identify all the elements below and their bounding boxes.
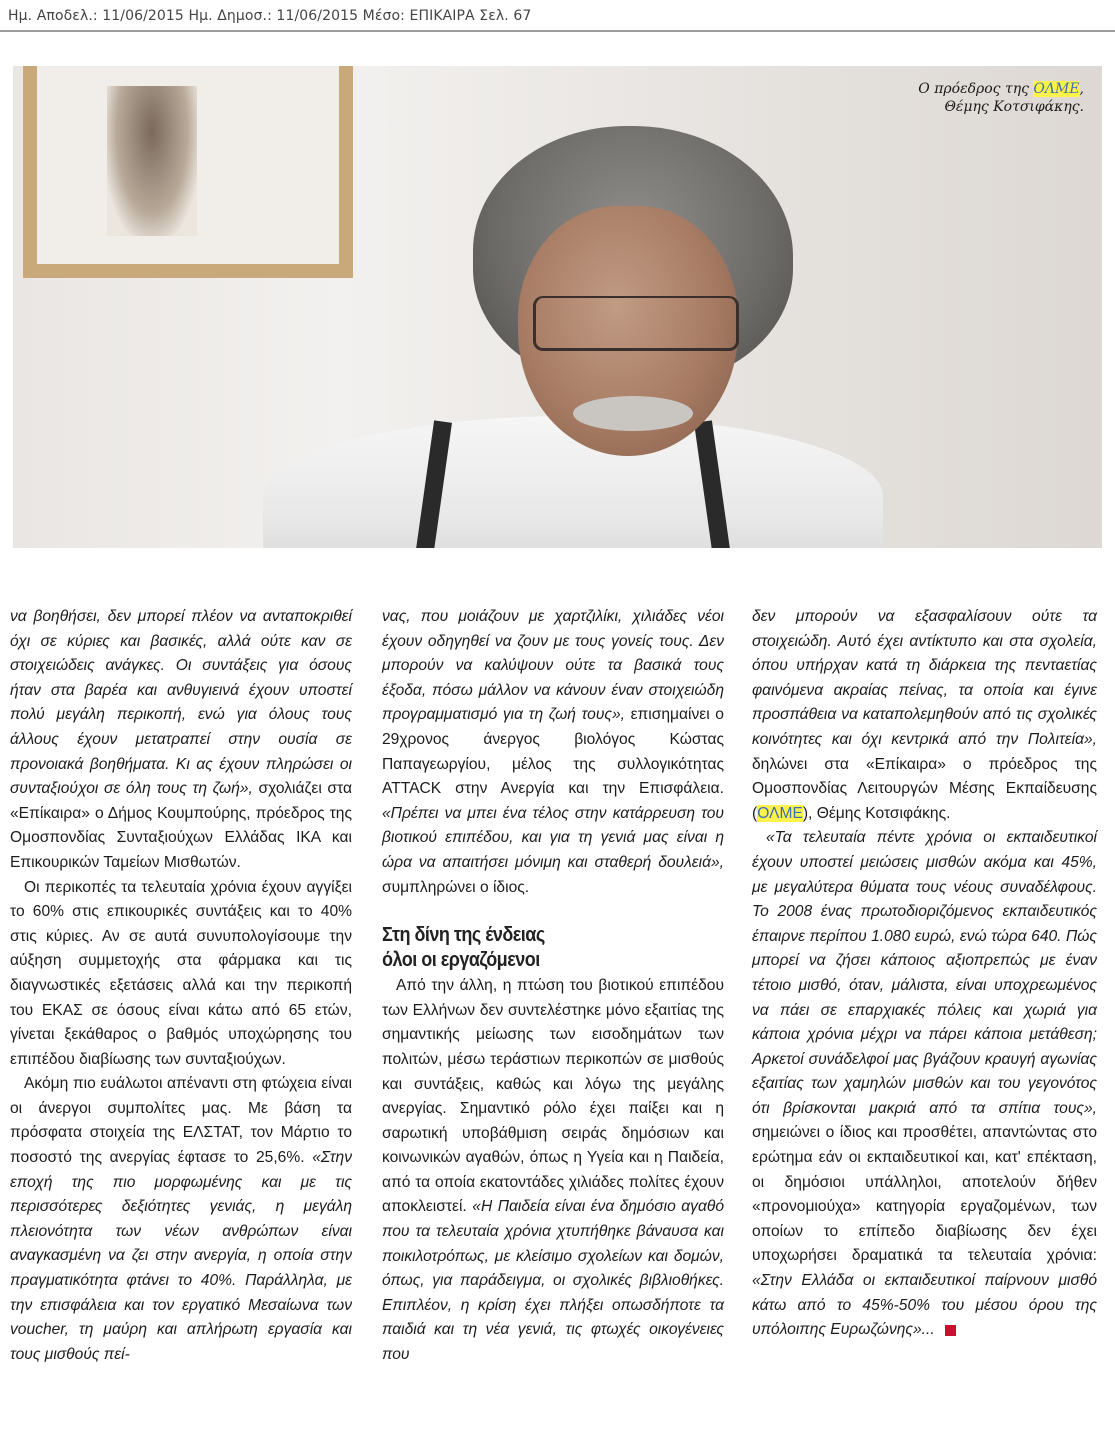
photo-caption: Ο πρόεδρος της ΟΛΜΕ, Θέμης Κοτσιφάκης. xyxy=(918,81,1084,115)
paragraph: Οι περικοπές τα τελευταία χρόνια έχουν αγγίξει το 60% στις επικουρικές συντάξεις και το 40% στις κύριες. Αν σε αυτά συνυπολογίσουμε την αύξηση συμμετοχής στα φάρμακα και τις διαγνωστικές εξετάσεις αλλά και την περικοπή του ΕΚΑΣ σε όσους είναι κάτω από 65 ετών, γίνεται ξεκάθαρος ο βαθμός υποχώρησης του επιπέδου διαβίωσης των συνταξιούχων. xyxy=(10,878,352,1068)
glasses xyxy=(533,296,739,351)
paragraph: Ακόμη πιο ευάλωτοι απέναντι στη φτώχεια είναι οι άνεργοι συμπολίτες μας. Με βάση τα πρόσφατα στοιχεία της ΕΛΣΤΑΤ, τον Μάρτιο το ποσοστό της ανεργίας έφτασε το 25,6%. «Στην εποχή της πιο μορφωμένης και με τις περισσότερες δεξιότητες γενιάς, η μεγάλη πλειονότητα των νέων ανθρώπων είναι αναγκασμένη να ζει στην ανεργία, η οποία στην πραγματικότητα φτάνει το 40%. Παράλληλα, με την επισφάλεια και τον εργατικό Μεσαίωνα των voucher, τη μαύρη και απλήρωτη εργασία και τους μισθούς πεί- xyxy=(10,1075,352,1363)
column-1 xyxy=(10,605,352,1367)
column-2 xyxy=(382,605,724,1368)
end-square-icon xyxy=(945,1325,956,1336)
clipping-header: Ημ. Αποδελ.: 11/06/2015 Ημ. Δημοσ.: 11/06/2015 Μέσο: ΕΠΙΚΑΙΡΑ Σελ. 67 xyxy=(8,8,532,24)
paragraph: «Τα τελευταία πέντε χρόνια οι εκπαιδευτικοί έχουν υποστεί μειώσεις μισθών ακόμα και 45%, με μεγαλύτερα θύματα τους νέους συναδέλφους. Το 2008 ένας πρωτοδιοριζόμενος εκπαιδευτικός έπαιρνε περίπου 1.080 ευρώ, ενώ τώρα 640. Πώς μπορεί να ζήσει κάποιος αξιοπρεπώς με έναν τέτοιο μισθό, όταν, μάλιστα, είναι υποχρεωμένος να πάει σε επαρχιακές πόλεις και χωριά για κάποια χρόνια μέχρι να πάρει κάποια μετάθεση; Αρκετοί συνάδελφοί μας βγάζουν κραυγή αγωνίας εξαιτίας των χαμηλών μισθών και του γεγονότος ότι βρίσκονται μακριά από τα σπίτια τους», σημειώνει ο ίδιος και προσθέτει, απαντώντας στο ερώτημα εάν οι εκπαιδευτικοί και, κατ' επέκταση, οι δημόσιοι υπάλληλοι, αποτελούν δήθεν «προνομιούχα» κατηγορία εργαζομένων, των οποίων το επίπεδο διαβίωσης δεν έχει υποχωρήσει δραματικά τα τελευταία χρόνια: «Στην Ελλάδα οι εκπαιδευτικοί παίρνουν μισθό κάτω από το 45%-50% του μέσου όρου της υπόλοιπης Ευρωζώνης»... xyxy=(752,829,1097,1339)
paragraph: δεν μπορούν να εξασφαλίσουν ούτε τα στοιχειώδη. Αυτό έχει αντίκτυπο και στα σχολεία, όπου υπήρχαν κατά τη διάρκεια της πενταετίας φαινόμενα ακραίας πείνας, τα οποία και έγινε προσπάθεια να καταπολεμηθούν από τις σχολικές κοινότητες και όχι κεντρικά από την Πολιτεία», δηλώνει στα «Επίκαιρα» ο πρόεδρος της Ομοσπονδίας Λειτουργών Μέσης Εκπαίδευσης (ΟΛΜΕ), Θέμης Κοτσιφάκης. xyxy=(752,608,1097,822)
paragraph: νας, που μοιάζουν με χαρτζιλίκι, χιλιάδες νέοι έχουν οδηγηθεί να ζουν με τους γονείς τους. Δεν μπορούν να καλύψουν ούτε τα βασικά τους έξοδα, πόσω μάλλον να κάνουν έναν στοιχειώδη προγραμματισμό για τη ζωή τους», επισημαίνει ο 29χρονος άνεργος βιολόγος Κώστας Παπαγεωργίου, μέλος της συλλογικότητας ATTACK στην Ανεργία και την Επισφάλεια. «Πρέπει να μπει ένα τέλος στην κατάρρευση του βιοτικού επιπέδου, και για τη γενιά μας είναι η ώρα να απαιτήσει μόνιμη και σταθερή δουλειά», συμπληρώνει ο ίδιος. xyxy=(382,608,724,896)
moustache xyxy=(573,396,693,431)
article-photo xyxy=(13,66,1102,548)
background-picture-frame xyxy=(23,66,353,278)
caption-highlight: ΟΛΜΕ xyxy=(1033,81,1080,97)
paragraph: Από την άλλη, η πτώση του βιοτικού επιπέδου των Ελλήνων δεν συντελέστηκε μόνο εξαιτίας της σημαντικής μείωσης των εισοδημάτων των πολιτών, μέσω τεράστιων περικοπών σε μισθούς και συντάξεις, καθώς και λόγω της μεγάλης ανεργίας. Σημαντικό ρόλο έχει παίξει και η σαρωτική υποβάθμιση σειράς δημόσιων και κοινωνικών αγαθών, όπως η Υγεία και η Παιδεία, από τα οποία εκατοντάδες χιλιάδες πολίτες έχουν αποκλειστεί. «Η Παιδεία είναι ένα δημόσιο αγαθό που τα τελευταία χρόνια χτυπήθηκε βάναυσα και ποικιλοτρόπως, με κλείσιμο σχολείων και δομών, όπως, για παράδειγμα, οι σχολικές βιβλιοθήκες. Επιπλέον, η κρίση έχει πλήξει οπωσδήποτε τα παιδιά και τη νέα γενιά, τις φτωχές οικογένειες που xyxy=(382,977,724,1364)
highlighted-acronym: ΟΛΜΕ xyxy=(757,804,803,822)
paragraph: να βοηθήσει, δεν μπορεί πλέον να ανταποκριθεί όχι σε κύριες και βασικές, αλλά ούτε καν σε στοιχειώδεις ανάγκες. Οι συντάξεις για όσους ήταν στα βαρέα και ανθυγιεινά έχουν υποστεί πολύ μεγάλη περικοπή, ενώ για όλους τους άλλους έχουν μετατραπεί στην ουσία σε προνοιακά βοηθήματα. Κι ας έχουν πληρώσει οι συνταξιούχοι σε όλη τους τη ζωή», σχολιάζει στα «Επίκαιρα» ο Δήμος Κουμπούρης, πρόεδρος της Ομοσπονδίας Συνταξιούχων Ελλάδας ΙΚΑ και Επικουρικών Ταμείων Μισθωτών. xyxy=(10,608,352,871)
header-divider xyxy=(0,30,1115,32)
section-subheading: Στη δίνη της ένδειας όλοι οι εργαζόμενοι xyxy=(382,923,545,972)
column-3 xyxy=(752,605,1097,1343)
